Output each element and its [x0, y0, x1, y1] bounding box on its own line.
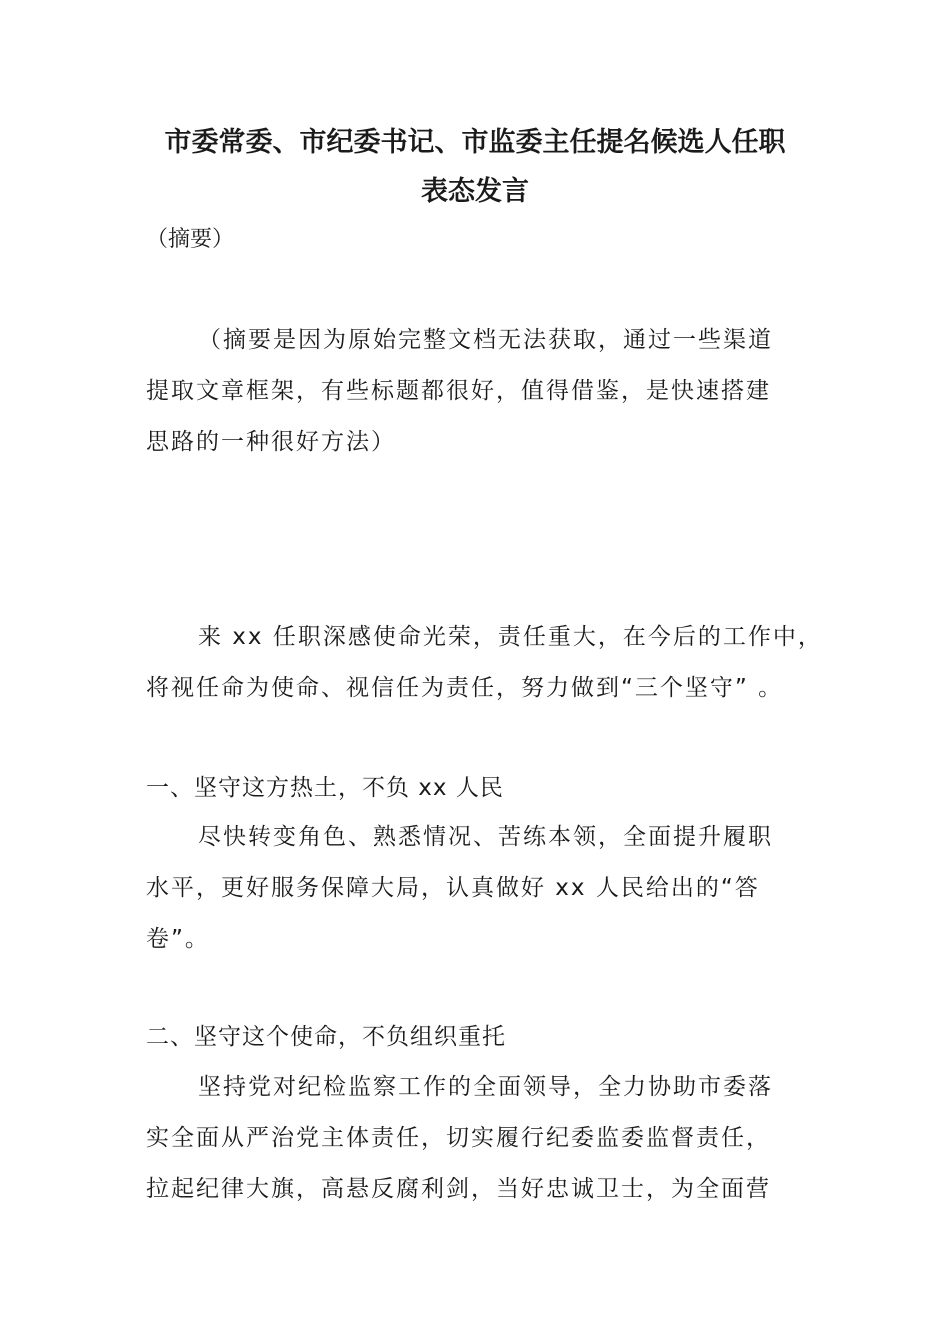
note-line: 思路的一种很好方法）	[146, 429, 396, 455]
intro-paragraph	[146, 612, 823, 714]
section-2-body	[146, 1062, 808, 1215]
section-2-line: 拉起纪律大旗，高悬反腐利剑，当好忠诚卫士，为全面营	[146, 1176, 771, 1202]
section-1-line: 水平，更好服务保障大局，认真做好 xx 人民给出的“答	[146, 875, 760, 901]
section-2-heading: 二、坚守这个使命，不负组织重托	[146, 1024, 506, 1050]
note-paragraph	[146, 315, 808, 468]
intro-line: 将视任命为使命、视信任为责任，努力做到“三个坚守” 。	[146, 675, 784, 701]
section-1-body	[146, 812, 808, 965]
intro-line: 来 xx 任职深感使命光荣，责任重大，在今后的工作中，	[198, 624, 823, 650]
section-1-line: 尽快转变角色、熟悉情况、苦练本领，全面提升履职	[198, 824, 773, 850]
section-2-line: 实全面从严治党主体责任，切实履行纪委监委监督责任，	[146, 1125, 771, 1151]
note-line: 提取文章框架，有些标题都很好，值得借鉴，是快速搭建	[146, 378, 771, 404]
section-1-line: 卷”。	[146, 926, 210, 952]
document-title-line-2: 表态发言	[421, 176, 529, 207]
section-2-line: 坚持党对纪检监察工作的全面领导，全力协助市委落	[198, 1074, 773, 1100]
note-line: （摘要是因为原始完整文档无法获取，通过一些渠道	[198, 327, 773, 353]
section-1-heading: 一、坚守这方热土，不负 xx 人民	[146, 775, 504, 801]
abstract-tag: （摘要）	[146, 227, 235, 252]
document-title-line-1: 市委常委、市纪委书记、市监委主任提名候选人任职	[164, 127, 786, 158]
